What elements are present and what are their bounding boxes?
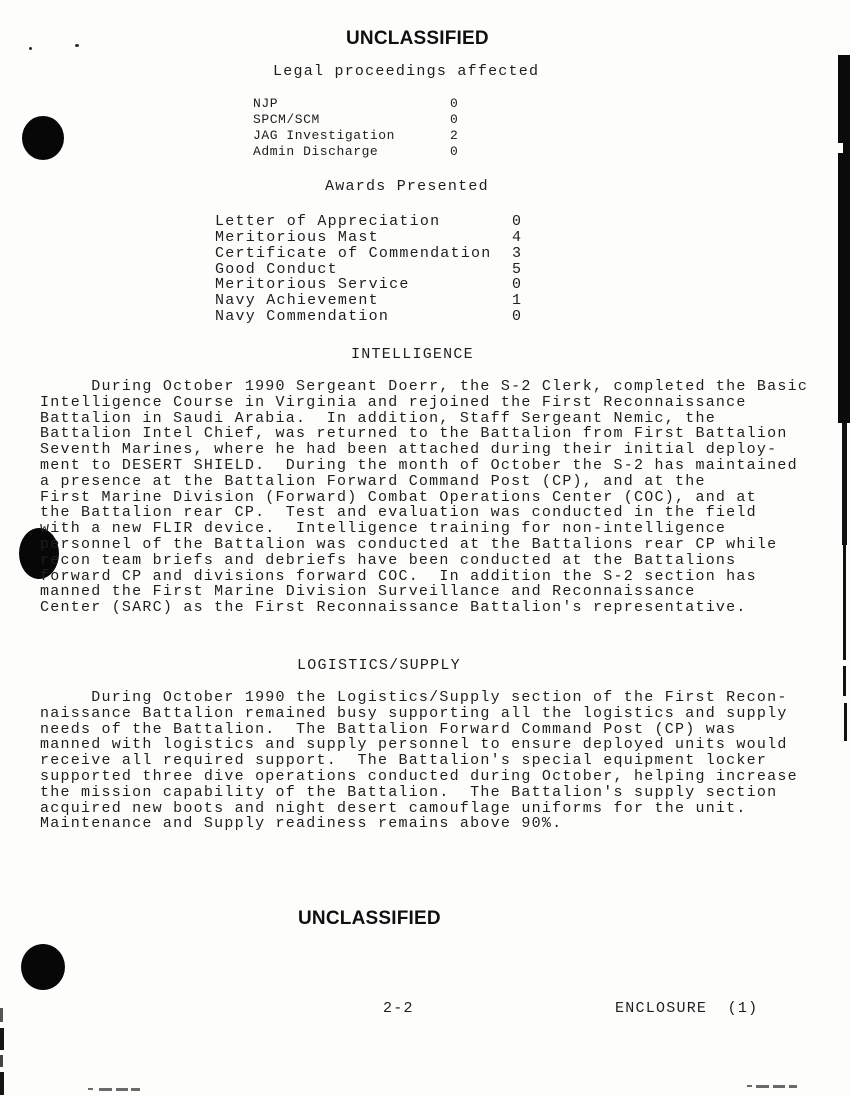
table-row bbox=[215, 246, 522, 262]
binding-edge-bar bbox=[838, 55, 850, 423]
table-row bbox=[215, 230, 522, 246]
punch-hole-top bbox=[22, 116, 64, 160]
scan-speck bbox=[75, 44, 79, 47]
row-label: Navy Achievement bbox=[215, 292, 379, 310]
text-line: needs of the Battalion. The Battalion Forward Command Post (CP) was bbox=[40, 720, 737, 738]
table-row bbox=[215, 293, 522, 309]
row-label: Good Conduct bbox=[215, 260, 338, 278]
row-value: 1 bbox=[512, 292, 523, 310]
bottom-left-dashes bbox=[131, 1088, 140, 1091]
binding-edge-line bbox=[843, 545, 846, 660]
logistics-section-title: LOGISTICS/SUPPLY bbox=[297, 657, 461, 674]
left-edge-mark bbox=[0, 1055, 3, 1067]
text-line: Center (SARC) as the First Reconnaissance Battalion's representative. bbox=[40, 599, 747, 617]
text-line: acquired new boots and night desert camouflage uniforms for the unit. bbox=[40, 799, 747, 817]
text-line: the Battalion rear CP. Test and evaluation was conducted in the field bbox=[40, 504, 757, 522]
binding-bar-notch bbox=[838, 143, 843, 153]
text-line: During October 1990 the Logistics/Supply section of the First Recon- bbox=[40, 689, 788, 706]
table-row bbox=[215, 262, 522, 278]
row-value: 5 bbox=[512, 260, 523, 278]
bottom-right-dashes bbox=[789, 1085, 797, 1088]
bottom-right-dashes bbox=[747, 1085, 752, 1087]
row-label: Meritorious Service bbox=[215, 276, 410, 294]
binding-edge-line bbox=[842, 423, 847, 545]
binding-edge-dash bbox=[843, 666, 846, 696]
text-line: Intelligence Course in Virginia and rejoined the First Reconnaissance bbox=[40, 393, 747, 411]
row-value: 4 bbox=[512, 228, 523, 246]
text-line: a presence at the Battalion Forward Command Post (CP), and at the bbox=[40, 472, 706, 490]
text-line: recon team briefs and debriefs have been conducted at the Battalions bbox=[40, 551, 737, 569]
table-row bbox=[215, 277, 522, 293]
row-label: SPCM/SCM bbox=[253, 112, 320, 127]
intelligence-paragraph bbox=[40, 379, 808, 616]
row-value: 0 bbox=[450, 112, 459, 127]
text-line: During October 1990 Sergeant Doerr, the S-2 Clerk, completed the Basic bbox=[40, 378, 809, 395]
row-label: Certificate of Commendation bbox=[215, 244, 492, 262]
row-label: JAG Investigation bbox=[253, 128, 395, 143]
text-line: with a new FLIR device. Intelligence training for non-intelligence bbox=[40, 520, 727, 538]
row-label: Meritorious Mast bbox=[215, 228, 379, 246]
scan-speck bbox=[29, 47, 32, 50]
table-row bbox=[215, 309, 522, 325]
row-label: Admin Discharge bbox=[253, 144, 379, 159]
text-line: the mission capability of the Battalion. The Battalion's supply section bbox=[40, 783, 778, 801]
left-edge-mark bbox=[0, 1028, 4, 1050]
punch-hole-bottom bbox=[21, 944, 65, 990]
bottom-left-dashes bbox=[88, 1088, 93, 1090]
logistics-paragraph bbox=[40, 690, 798, 832]
intelligence-section-title: INTELLIGENCE bbox=[351, 346, 474, 363]
text-line: supported three dive operations conducted during October, helping increase bbox=[40, 767, 798, 785]
awards-title: Awards Presented bbox=[325, 178, 489, 195]
text-line: Seventh Marines, where he had been attached during their initial deploy- bbox=[40, 441, 778, 459]
row-value: 0 bbox=[512, 213, 523, 230]
bottom-right-dashes bbox=[773, 1085, 785, 1088]
row-value: 3 bbox=[512, 244, 523, 262]
row-value: 0 bbox=[450, 144, 459, 159]
row-label: NJP bbox=[253, 96, 279, 111]
text-line: Maintenance and Supply readiness remains above 90%. bbox=[40, 815, 563, 833]
row-value: 0 bbox=[450, 96, 459, 111]
text-line: forward CP and divisions forward COC. In addition the S-2 section has bbox=[40, 567, 757, 585]
bottom-left-dashes bbox=[99, 1088, 112, 1091]
text-line: manned with logistics and supply personnel to ensure deployed units would bbox=[40, 736, 788, 754]
left-edge-mark bbox=[0, 1072, 4, 1095]
text-line: receive all required support. The Battalion's special equipment locker bbox=[40, 752, 768, 770]
binding-edge-dash bbox=[844, 703, 847, 741]
row-value: 2 bbox=[450, 128, 459, 143]
table-row bbox=[253, 96, 458, 112]
classification-banner-bottom: UNCLASSIFIED bbox=[298, 908, 441, 929]
table-row bbox=[215, 214, 522, 230]
legal-proceedings-table bbox=[253, 96, 458, 160]
row-label: Letter of Appreciation bbox=[215, 213, 441, 230]
text-line: Battalion Intel Chief, was returned to the Battalion from First Battalion bbox=[40, 425, 788, 443]
enclosure-label: ENCLOSURE (1) bbox=[615, 1000, 759, 1017]
legal-proceedings-title: Legal proceedings affected bbox=[273, 63, 540, 80]
table-row bbox=[253, 128, 458, 144]
bottom-right-dashes bbox=[756, 1085, 769, 1088]
awards-table bbox=[215, 214, 522, 325]
table-row bbox=[253, 112, 458, 128]
classification-banner-top: UNCLASSIFIED bbox=[346, 28, 489, 49]
left-edge-mark bbox=[0, 1008, 3, 1022]
text-line: ment to DESERT SHIELD. During the month of October the S-2 has maintained bbox=[40, 456, 798, 474]
text-line: personnel of the Battalion was conducted at the Battalions rear CP while bbox=[40, 535, 778, 553]
row-value: 0 bbox=[512, 276, 523, 294]
text-line: naissance Battalion remained busy supporting all the logistics and supply bbox=[40, 704, 788, 722]
row-label: Navy Commendation bbox=[215, 308, 390, 326]
row-value: 0 bbox=[512, 308, 523, 326]
bottom-left-dashes bbox=[116, 1088, 128, 1091]
table-row bbox=[253, 144, 458, 160]
text-line: First Marine Division (Forward) Combat Operations Center (COC), and at bbox=[40, 488, 757, 506]
page-number: 2-2 bbox=[383, 1000, 414, 1017]
text-line: manned the First Marine Division Surveillance and Reconnaissance bbox=[40, 583, 696, 601]
text-line: Battalion in Saudi Arabia. In addition, Staff Sergeant Nemic, the bbox=[40, 409, 716, 427]
